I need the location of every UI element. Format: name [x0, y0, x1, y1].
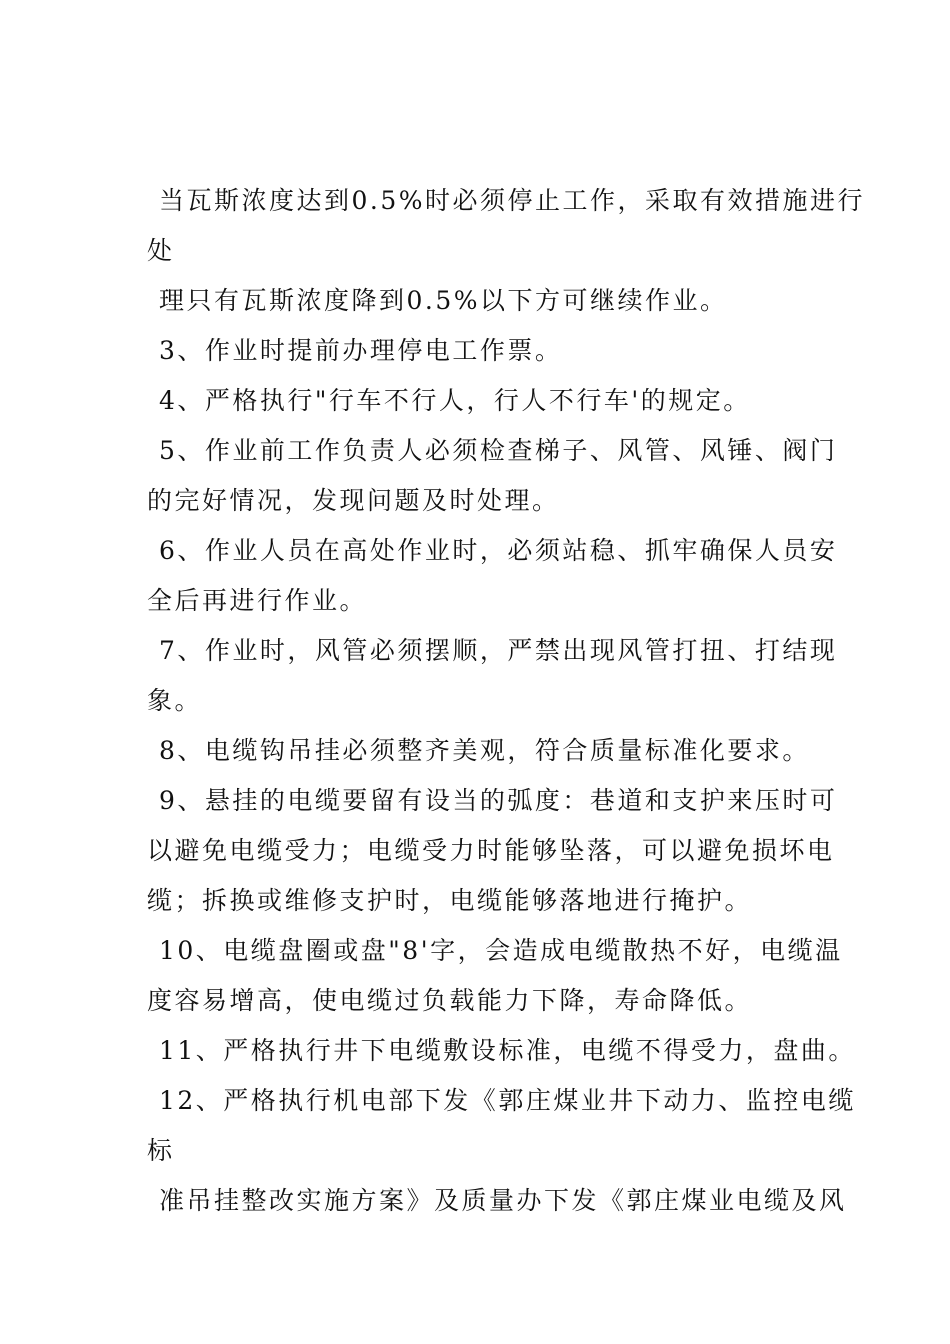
text-line: 处: [147, 236, 175, 265]
text-line: 6、作业人员在高处作业时，必须站稳、抓牢确保人员安: [159, 536, 838, 565]
text-line: 7、作业时，风管必须摆顺，严禁出现风管打扭、打结现: [159, 636, 838, 665]
text-line: 缆；拆换或维修支护时，电缆能够落地进行掩护。: [147, 886, 753, 915]
text-line: 4、严格执行"行车不行人，行人不行车'的规定。: [159, 386, 751, 415]
text-line: 当瓦斯浓度达到0.5%时必须停止工作，采取有效措施进行: [159, 186, 866, 215]
text-line: 全后再进行作业。: [147, 586, 368, 615]
text-line: 10、电缆盘圈或盘"8'字，会造成电缆散热不好，电缆温: [159, 936, 843, 965]
text-line: 3、作业时提前办理停电工作票。: [159, 336, 563, 365]
text-line: 理只有瓦斯浓度降到0.5%以下方可继续作业。: [159, 286, 728, 315]
document-body: [147, 176, 866, 1226]
text-line: 5、作业前工作负责人必须检查梯子、风管、风锤、阀门: [159, 436, 838, 465]
text-line: 象。: [147, 686, 203, 715]
text-line: 9、悬挂的电缆要留有设当的弧度：巷道和支护来压时可: [159, 786, 838, 815]
text-line: 12、严格执行机电部下发《郭庄煤业井下动力、监控电缆: [159, 1086, 856, 1115]
text-line: 度容易增高，使电缆过负载能力下降，寿命降低。: [147, 986, 753, 1015]
text-line: 8、电缆钩吊挂必须整齐美观，符合质量标准化要求。: [159, 736, 810, 765]
text-line: 以避免电缆受力；电缆受力时能够坠落，可以避免损坏电: [147, 836, 835, 865]
text-line: 准吊挂整改实施方案》及质量办下发《郭庄煤业电缆及风: [159, 1186, 847, 1215]
text-line: 标: [147, 1136, 175, 1165]
text-line: 的完好情况，发现问题及时处理。: [147, 486, 560, 515]
text-line: 11、严格执行井下电缆敷设标准，电缆不得受力，盘曲。: [159, 1036, 856, 1065]
